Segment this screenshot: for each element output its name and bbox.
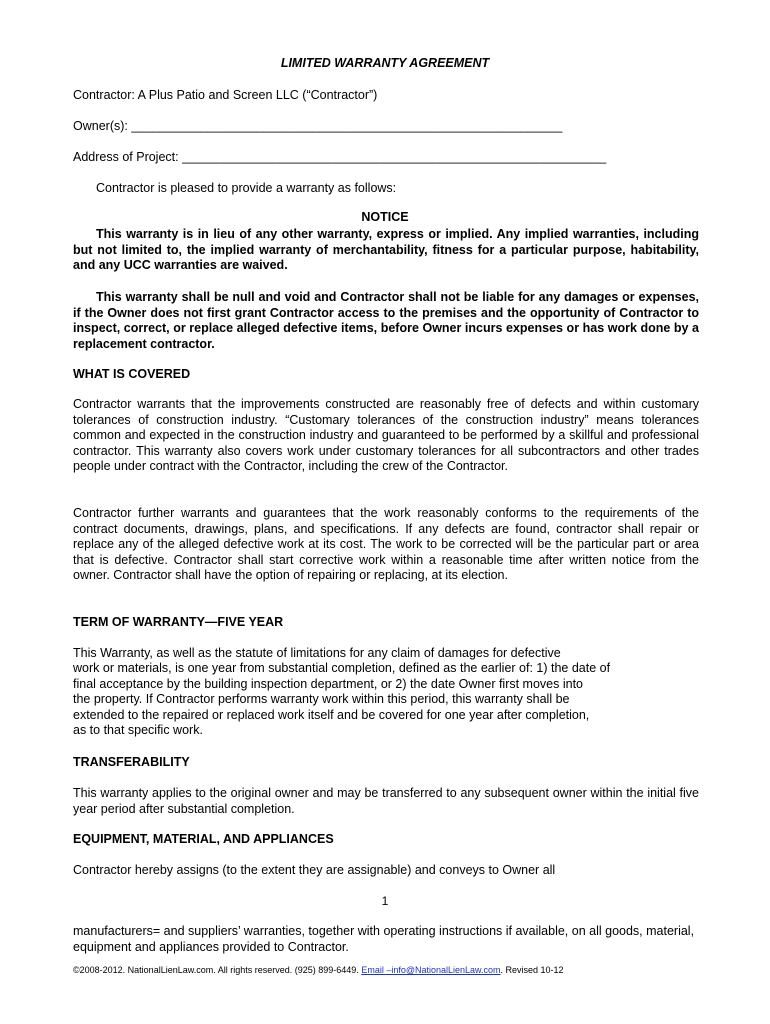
term-line: work or materials, is one year from substantial completion, defined as the earlier of: 1) the date of [73, 661, 611, 675]
term-heading: TERM OF WARRANTY—FIVE YEAR [73, 615, 284, 629]
owners-line: Owner(s): ______________________________________________________________ [73, 119, 563, 133]
equipment-heading: EQUIPMENT, MATERIAL, AND APPLIANCES [73, 832, 334, 846]
notice-paragraph-2: This warranty shall be null and void and Contractor shall not be liable for any damages or expenses, if the Owner does not first grant Contractor access to the premises and the opportunity of Contractor to inspect, correct, or replace alleged defective items, before Owner incurs expenses or has work done by a replacement contractor. [73, 290, 699, 351]
covered-heading: WHAT IS COVERED [73, 367, 191, 381]
transfer-paragraph: This warranty applies to the original owner and may be transferred to any subsequent owner within the initial five year period after substantial completion. [73, 786, 699, 816]
equipment-paragraph-1: Contractor hereby assigns (to the extent they are assignable) and conveys to Owner all [73, 863, 556, 877]
document-title: LIMITED WARRANTY AGREEMENT [280, 56, 490, 70]
footer-revised: . Revised 10-12 [500, 965, 564, 975]
footer-email-link[interactable]: Email –info@NationalLienLaw.com [361, 965, 501, 975]
page-number: 1 [381, 894, 389, 908]
intro-text: Contractor is pleased to provide a warranty as follows: [96, 181, 397, 195]
notice-paragraph-1: This warranty is in lieu of any other warranty, express or implied. Any implied warranties, including but not limited to, the implied warranty of merchantability, fitness for a particular purpose, habitability, and any UCC warranties are waived. [73, 227, 699, 272]
term-line: extended to the repaired or replaced work itself and be covered for one year after completion, [73, 708, 590, 722]
address-line: Address of Project: _____________________________________________________________ [73, 150, 607, 164]
term-line: This Warranty, as well as the statute of limitations for any claim of damages for defective [73, 646, 561, 660]
footer [73, 965, 564, 975]
footer-copyright: ©2008-2012. NationalLienLaw.com. All rights reserved. (925) 899-6449. [73, 965, 362, 975]
term-line: as to that specific work. [73, 723, 203, 737]
term-line: final acceptance by the building inspection department, or 2) the date Owner first moves into [73, 677, 584, 691]
term-line: the property. If Contractor performs warranty work within this period, this warranty shall be [73, 692, 570, 706]
contractor-line: Contractor: A Plus Patio and Screen LLC (“Contractor”) [73, 88, 378, 102]
equipment-paragraph-2: manufacturers= and suppliers’ warranties, together with operating instructions if available, on all goods, material, equipment and appliances provided to Contractor. [73, 924, 695, 954]
covered-paragraph-1: Contractor warrants that the improvements constructed are reasonably free of defects and within customary tolerances of construction industry. “Customary tolerances of the construction industry” means tolerances common and expected in the construction industry and guaranteed to be performed by a skillful and professional contractor. This warranty also covers work under customary tolerances for all subcontractors and other trades people under contract with the Contractor, including the crew of the Contractor. [73, 397, 699, 473]
transfer-heading: TRANSFERABILITY [73, 755, 190, 769]
notice-heading: NOTICE [361, 210, 409, 224]
covered-paragraph-2: Contractor further warrants and guarantees that the work reasonably conforms to the requirements of the contract documents, drawings, plans, and specifications. If any defects are found, contractor shall repair or replace any of the alleged defective work at its cost. The work to be corrected will be the particular part or area that is defective. Contractor shall start corrective work within a reasonable time after written notice from the owner. Contractor shall have the option of repairing or replacing, at its election. [73, 506, 699, 582]
